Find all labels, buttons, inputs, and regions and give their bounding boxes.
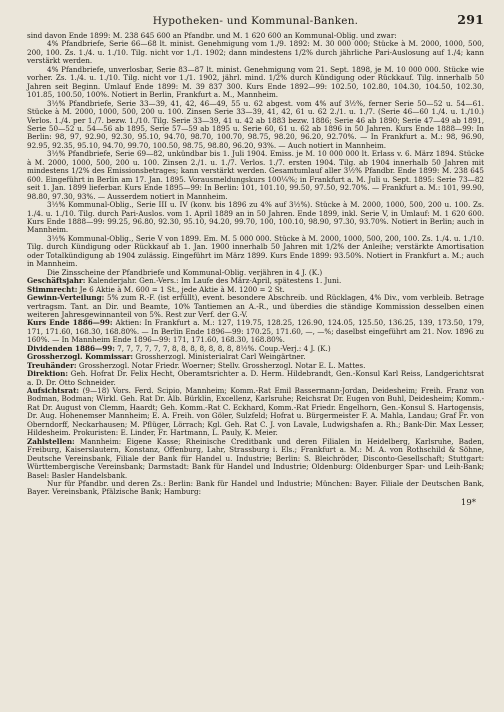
paragraph-text: sind davon Ende 1899: M. 238 645 600 an Pfandbr. und M. 1 620 600 an Kommunal-Oblig. und zwar: [27,31,397,40]
page-number: 291 [457,12,484,27]
body-paragraph [27,201,484,235]
paragraph-text: 3½% Kommunal-Oblig., Serie III u. IV (konv. bis 1896 zu 4% auf 3½%). Stücke à M. 2000, 1000, 500, 200 u. 100. Zs. 1./4. u. 1./10. Tilg. durch Pari-Auslos. vom 1. April 1889 an in 50 Jahren. Ende 1899, inkl. Serie V, in Umlauf: M. 1 620 600. Kurs Ende 1888—99: 99.25, 96.80, 92.30, 95.10, 94.20, 99.70, 100, 100.10, 98.90, 97.30, 93.70%. Notiert in Berlin; auch in Mannheim. [27,200,484,235]
body-paragraph [27,480,484,497]
header-title: Hypotheken- und Kommunal-Banken. [152,15,359,27]
entry-paragraph [27,387,484,438]
entry-label: Stimmrecht: [27,284,78,294]
paragraph-text: Grossherzogl. Notar Friedr. Woerner; Stellv. Grossherzogl. Notar E. L. Mattes. [76,360,366,370]
entry-paragraph [27,319,484,344]
entry-label: Geschäftsjahr: [27,276,86,286]
paragraph-text: (9—18) Vors. Ferd. Scipio, Mannheim; Komm.-Rat Emil Bassermann-Jordan, Deidesheim; Freih. Franz von Bodman, Bodman; Wirkl. Geh. Rat Dr. Alb. Bürklin, Excellenz, Karlsruhe; Reichsrat Dr. Eugen von Buhl, Deidesheim; Komm.-Rat Dr. August von Clemm, Haardt; Geh. Komm.-Rat C. Eckhard, Komm.-Rat Friedr. Engelhorn, Gen.-Konsul S. Hartogensis, Dr. Aug. Hohenemser Mannheim; E. A. Freih. von Göler, Sulzfeld; Hofrat u. Bürgermeister F. A. Mahla, Landau; Graf Fr. von Oberndorff, Neckarhausen; M. Pflüger, Lörrach; Kgl. Geh. Rat C. J. von Lavale, Ludwigshafen a. Rh.; Bank-Dir. Max Lesser, Hildesheim. Prokuristen: E. Linder, Fr. Hartmann, L. Pauly, K. Meier. [27,386,484,438]
entry-label: Dividenden 1886—99: [27,343,115,353]
body-paragraph [27,235,484,269]
body-paragraph [27,150,484,201]
paragraph-text: Je 6 Aktie à M. 600 = 1 St., jede Aktie à M. 1200 = 2 St. [77,284,285,294]
entry-paragraph [27,438,484,480]
paragraph-text: Nur für Pfandbr. und deren Zs.: Berlin: Bank für Handel und Industrie; München: Bayer. Filiale der Deutschen Bank, Bayer. Vereinsbank, Pfälzische Bank; Hamburg: [27,479,484,497]
entry-label: Gewinn-Verteilung: [27,293,105,303]
paragraph-text: Geh. Hofrat Dr. Felix Hecht, Oberamtsrichter a. D. Herm. Hildebrandt, Gen.-Konsul Karl Reiss, Landgerichtsrat a. D. Dr. Otto Schneider. [27,369,484,387]
paragraph-text: 4% Pfandbriefe, unverlosbar, Serie 83—87 lt. minist. Genehmigung vom 21. Sept. 1898, je M. 10 000 000. Stücke wie vorher. Zs. 1./4. u. 1./10. Tilg. nicht vor 1./1. 1902, jährl. mind. 1/2% durch Kündigung oder Rückkauf. Tilg. innerhalb 50 Jahren seit Beginn. Umlauf Ende 1899: M. 39 837 300. Kurs Ende 1892—99: 102.50, 102.80, 104.30, 104.50, 102.30, 101.85, 100.50, 100%. Notiert in Berlin, Frankfurt a. M., Mannheim. [27,64,484,100]
entry-label: Kurs Ende 1886—99: [27,318,113,328]
body-paragraph [27,66,484,100]
paragraph-text: 3½% Pfandbriefe, Serie 69—82, unkündbar bis 1. Juli 1904. Emiss. je M. 10 000 000 lt. Erlass v. 6. März 1894. Stücke à M. 2000, 1000, 500, 200 u. 100. Zinsen 2./1. u. 1./7. Verlos. 1./7. ersten 1904. Tilg. ab 1904 innerhalb 50 Jahren mit mindestens 1/2% des Emissionsbetrages; kann verstärkt werden. Gesamtumlauf aller 3½% Pfandbr. Ende 1899: M. 238 645 600. Eingeführt in Berlin am 17. Jan. 1895. Vorausmeldungskurs 100¼%; in Frankfurt a. M. Juli u. Sept. 1895: Serie 73—82 seit 1. Jan. 1899 lieferbar. Kurs Ende 1895—99: In Berlin: 101, 101.10, 99.50, 97.50, 92.70%. — Frankfurt a. M.: 101, 99.90, 98.80, 97.30, 93%. — Ausserdem notiert in Mannheim. [27,149,484,201]
paragraph-text: Grossherzogl. Ministerialrat Carl Weingärtner. [133,352,306,362]
paragraph-text: 7, 7, 7, 7, 7, 7, 8, 8, 8, 8, 8, 8, 8, 8½%. Coup.-Verj.: 4 J. (K.) [114,343,331,353]
signature-mark: 19* [460,497,476,508]
paragraph-text: Die Zinsscheine der Pfandbriefe und Kommunal-Oblig. verjähren in 4 J. (K.) [47,267,323,277]
entry-label: Zahlstellen: [27,436,75,446]
paragraph-text: 3½% Pfandbriefe, Serie 33—39, 41, 42, 46—49, 55 u. 62 abgest. vom 4% auf 3½%, ferner Serie 50—52 u. 54—61. Stücke à M. 2000, 1000, 500, 200 u. 100. Zinsen Serie 33—39, 41, 42, 61 u. 62 2./1. u. 1./7. (Serie 46—60 1./4. u. 1./10.) Verlos. 1./4. per 1./7. bezw. 1./10. Tilg. Serie 33—39, 41 u. 42 ab 1883 bezw. 1886; Serie 46 ab 1890; Serie 47—49 ab 1891, Serie 50—52 u. 54—56 ab 1895, Serie 57—59 ab 1895 u. Serie 60, 61 u. 62 ab 1896 in 50 Jahren. Kurs Ende 1888—99: In Berlin: 98, 97, 92.90, 92.30, 95.10, 94.70, 98.70, 100.70, 98.75, 98.20, 96.20, 92.70%. — In Frankfurt a. M.: 98, 96.90, 92.95, 92.35, 95.10, 94.70, 99.70, 100.50, 98.75, 98.80, 96.20, 93%. — Auch notiert in Mannheim. [27,98,484,150]
paragraph-text: Kalenderjahr. Gen.-Vers.: Im Laufe des März-April, spätestens 1. Juni. [85,276,342,286]
body-paragraph [27,100,484,151]
paragraph-text: Mannheim: Eigene Kasse; Rheinische Creditbank und deren Filialen in Heidelberg, Karlsruhe, Baden, Freiburg, Kaiserslautern, Konstanz, Offenburg, Lahr, Strassburg i. Els.; Frankfurt a. M.: M. A. von Rothschild & Söhne, Deutsche Vereinsbank, Filiale der Bank für Handel u. Industrie; Berlin: S. Bleichröder, Disconto-Gesellschaft; Stuttgart: Württembergische Vereinsbank; Darmstadt: Bank für Handel und Industrie; Oldenburg: Oldenburger Spar- und Leih-Bank; Basel: Basler Handelsbank. [27,436,484,480]
body-paragraph [27,40,484,65]
entry-paragraph [27,294,484,319]
paragraph-text: 4% Pfandbriefe, Serie 66—68 lt. minist. Genehmigung vom 1./9. 1892: M. 30 000 000; Stücke à M. 2000, 1000, 500, 200, 100. Zs. 1./4. u. 1./10. Tilg. nicht vor 1./1. 1902; dann mindestens 1/2% durch jährliche Pari-Auslosung auf 1./4; kann verstärkt werden. [27,39,484,66]
entry-label: Aufsichtsrat: [27,386,80,396]
running-header [27,12,484,28]
body-text [27,32,484,497]
paragraph-text: Aktien: In Frankfurt a. M.: 127, 119.75, 128.25, 126.90, 124.05, 125.50, 136.25, 139, 173.50, 179, 171, 171.60, 168.30, 168.80%. — In Berlin Ende 1896—99: 170.25, 171.60, —, —%; daselbst eingeführt am 21. Nov. 1896 zu 160%. — In Mannheim Ende 1896—99: 171, 171.60, 168.30, 168.80%. [27,318,484,345]
entry-label: Direktion: [27,369,69,379]
paragraph-text: 3½% Kommunal-Oblig., Serie V von 1899. Em. M. 5 000 000. Stücke à M. 2000, 1000, 500, 200, 100. Zs. 1./4. u. 1./10. Tilg. durch Kündigung oder Rückkauf ab 1. Jan. 1900 innerhalb 50 Jahren mit 1/2% der Anleihe; verstärkte Amortisation oder Totalkündigung ab 1904 zulässig. Eingeführt im März 1899. Kurs Ende 1899: 93.50%. Notiert in Frankfurt a. M.; auch in Mannheim. [27,233,484,269]
entry-label: Grossherzogl. Kommissar: [27,352,134,362]
paragraph-text: 5% zum R.-F. (ist erfüllt), event. besondere Abschreib. und Rücklagen, 4% Div., vom verbleib. Betrage vertragsm. Tant. an Dir. und Beamte, 10% Tantiemen an A.-R., und überdies die ständige Kommission desselben einen weiteren Jahresgewinnanteil von 5%. Rest zur Verf. der G.-V. [27,293,484,319]
entry-label: Treuhänder: [27,360,77,370]
entry-paragraph [27,370,484,387]
